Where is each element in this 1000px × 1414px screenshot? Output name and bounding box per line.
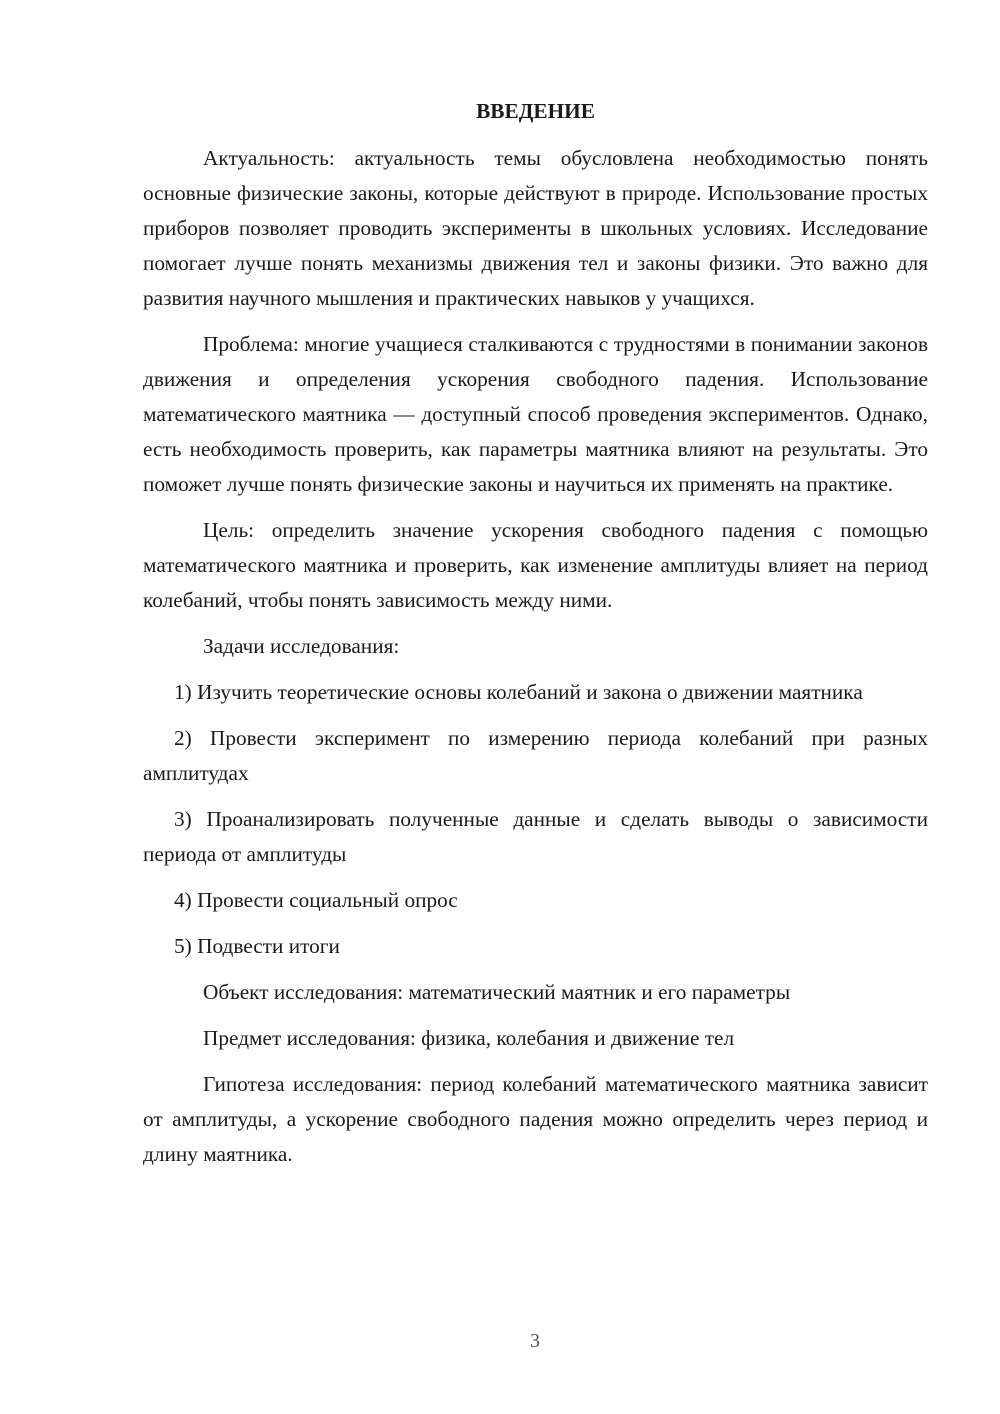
page-number: 3 bbox=[530, 1330, 540, 1352]
hypothesis-paragraph: Гипотеза исследования: период колебаний математического маятника зависит от амплитуды, а ускорение свободного падения можно определить через период и длину маятника. bbox=[143, 1072, 928, 1166]
document-page bbox=[143, 94, 928, 1183]
problem-paragraph: Проблема: многие учащиеся сталкиваются с трудностями в понимании законов движения и определения ускорения свободного падения. Использование математического маятника — доступный способ проведения экспериментов. Однако, есть необходимость проверить, как параметры маятника влияют на результаты. Это поможет лучше понять физические законы и научиться их применять на практике. bbox=[143, 332, 928, 496]
relevance-paragraph: Актуальность: актуальность темы обусловлена необходимостью понять основные физические законы, которые действуют в природе. Использование простых приборов позволяет проводить эксперименты в школьных условиях. Исследование помогает лучше понять механизмы движения тел и законы физики. Это важно для развития научного мышления и практических навыков у учащихся. bbox=[143, 146, 928, 310]
goal-paragraph: Цель: определить значение ускорения свободного падения с помощью математического маятника и проверить, как изменение амплитуды влияет на период колебаний, чтобы понять зависимость между ними. bbox=[143, 518, 928, 612]
research-object: Объект исследования: математический маятник и его параметры bbox=[203, 980, 791, 1004]
section-title: ВВЕДЕНИЕ bbox=[476, 99, 595, 123]
task-item-5: 5) Подвести итоги bbox=[174, 934, 340, 958]
tasks-heading: Задачи исследования: bbox=[203, 634, 400, 658]
task-item-1: 1) Изучить теоретические основы колебаний и закона о движении маятника bbox=[174, 680, 863, 704]
task-item-2: 2) Провести эксперимент по измерению периода колебаний при разных амплитудах bbox=[143, 726, 928, 785]
task-item-4: 4) Провести социальный опрос bbox=[174, 888, 458, 912]
research-subject: Предмет исследования: физика, колебания и движение тел bbox=[203, 1026, 735, 1050]
task-item-3: 3) Проанализировать полученные данные и сделать выводы о зависимости периода от амплитуды bbox=[143, 807, 928, 866]
